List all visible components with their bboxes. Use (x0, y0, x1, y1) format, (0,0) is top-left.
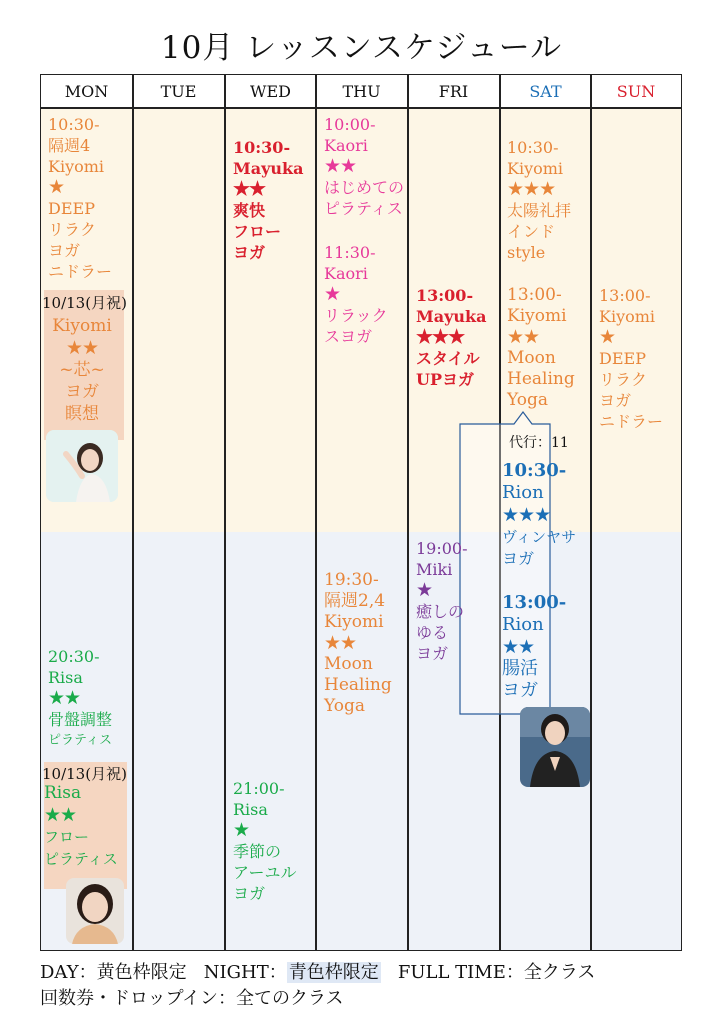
class-name: ピラティス (48, 733, 112, 748)
class-name: ヨガ (502, 549, 535, 568)
class-name: UPヨガ (416, 370, 474, 389)
class-name: フロー (233, 222, 282, 241)
class-sun-1 (599, 285, 663, 432)
class-sat-3 (502, 460, 576, 570)
class-name: DEEP (48, 199, 95, 218)
class-thu-3 (324, 570, 392, 717)
class-time: 10:00- (324, 115, 376, 134)
class-name: ~芯~ (59, 360, 105, 380)
footer-line-2: 回数券・ドロップイン：全てのクラス (40, 988, 344, 1009)
column-divider (590, 75, 592, 950)
footer-night-rule: 青色枠限定 (288, 962, 379, 983)
class-name: 骨盤調整 (48, 710, 113, 729)
class-name: インド (507, 222, 556, 241)
class-sat-1 (507, 137, 571, 263)
instructor-photo-rion (520, 707, 590, 787)
day-header-thu: THU (342, 81, 381, 101)
class-mon-2 (48, 646, 112, 751)
class-mon-1 (48, 114, 112, 282)
instructor-photo-kiyomi (46, 430, 118, 502)
class-name: ヨガ (416, 644, 449, 663)
class-name: Yoga (324, 696, 365, 716)
class-mon-special-1 (48, 315, 116, 425)
instructor: Kiyomi (324, 612, 384, 632)
difficulty-stars: ★★★ (502, 504, 551, 526)
special-date: 10/13(月祝) (42, 765, 127, 783)
substitute-note: 代行：11 (509, 435, 569, 451)
class-time: 19:30- (324, 570, 379, 590)
class-name: 太陽礼拝 (507, 201, 572, 220)
class-name: ピラティス (324, 199, 403, 218)
class-note: 隔週4 (48, 136, 91, 155)
class-name: フロー (44, 828, 90, 846)
class-name: ヨガ (599, 391, 632, 410)
day-header-wed: WED (250, 81, 291, 101)
day-header-fri: FRI (438, 81, 469, 101)
class-name: ヴィンヤサ (502, 528, 577, 546)
class-name: ヨガ (233, 243, 266, 262)
header-divider (41, 107, 681, 109)
difficulty-stars: ★★ (233, 178, 266, 200)
class-fri-2 (416, 538, 468, 664)
instructor: Risa (48, 668, 83, 687)
footer-night-label: NIGHT： (203, 962, 287, 983)
class-name: ゆる (416, 623, 449, 642)
class-name: 爽快 (233, 201, 266, 220)
class-name: Moon (507, 348, 556, 368)
difficulty-stars: ★★ (324, 632, 357, 654)
class-name: スヨガ (324, 327, 373, 346)
column-divider (132, 75, 134, 950)
instructor: Mayuka (233, 159, 304, 178)
column-divider (224, 75, 226, 950)
difficulty-stars: ★★ (65, 337, 99, 359)
class-name: DEEP (599, 349, 646, 368)
difficulty-stars: ★★ (48, 687, 81, 709)
difficulty-stars: ★★ (502, 636, 535, 658)
class-time: 13:00- (416, 286, 474, 305)
class-name: ニドラー (48, 262, 113, 281)
difficulty-stars: ★★ (324, 155, 357, 177)
footer-line-1 (40, 958, 595, 984)
class-name: 季節の (233, 842, 282, 861)
class-time: 10:30- (502, 460, 567, 481)
instructor: Risa (44, 783, 82, 803)
page-title: 10月 レッスンスケジュール (160, 30, 563, 66)
class-sat-2 (507, 285, 575, 411)
instructor: Miki (416, 560, 453, 579)
class-name: スタイル (416, 349, 480, 368)
class-name: 瞑想 (65, 404, 99, 424)
instructor: Rion (502, 614, 544, 635)
class-wed-1 (233, 137, 303, 263)
instructor: Kiyomi (599, 307, 656, 326)
class-name: ヨガ (48, 241, 81, 260)
difficulty-stars: ★ (599, 326, 616, 348)
class-name: ニドラー (599, 412, 664, 431)
special-date: 10/13(月祝) (42, 294, 127, 312)
class-fri-1 (416, 285, 486, 390)
difficulty-stars: ★★ (507, 326, 540, 348)
instructor: Risa (233, 800, 268, 819)
instructor-photo-risa (66, 878, 124, 944)
difficulty-stars: ★★ (44, 804, 77, 826)
class-name: Healing (507, 369, 575, 389)
class-name: ピラティス (44, 850, 118, 868)
instructor: Kaori (324, 136, 368, 155)
class-wed-2 (233, 778, 297, 904)
difficulty-stars: ★ (416, 579, 433, 601)
class-note: 隔週2,4 (324, 591, 386, 611)
class-time: 10:30- (233, 138, 291, 157)
class-name: ヨガ (65, 382, 99, 402)
day-header-sun: SUN (616, 81, 656, 101)
difficulty-stars: ★ (324, 283, 341, 305)
class-time: 10:30- (507, 138, 559, 157)
instructor: Kiyomi (48, 157, 105, 176)
class-thu-1 (324, 114, 404, 219)
day-header-sat: SAT (529, 81, 562, 101)
class-name: Moon (324, 654, 373, 674)
class-name: リラック (324, 306, 388, 325)
class-time: 13:00- (502, 592, 567, 613)
class-time: 13:00- (599, 286, 651, 305)
class-thu-2 (324, 242, 388, 347)
instructor: Kiyomi (52, 316, 112, 336)
footer-day-rule: DAY：黄色枠限定 (40, 962, 187, 983)
instructor: Rion (502, 482, 544, 503)
class-time: 10:30- (48, 115, 100, 134)
class-name: はじめての (324, 178, 405, 197)
class-name: Healing (324, 675, 392, 695)
instructor: Kiyomi (507, 159, 564, 178)
day-header-tue: TUE (160, 81, 197, 101)
class-name: リラク (48, 220, 97, 239)
difficulty-stars: ★ (48, 176, 65, 198)
class-name: 癒しの (416, 602, 465, 621)
difficulty-stars: ★★★ (507, 178, 556, 200)
class-name: リラク (599, 370, 648, 389)
class-name: アーユル (233, 863, 297, 882)
column-divider (315, 75, 317, 950)
difficulty-stars: ★★★ (416, 326, 465, 348)
class-name: ヨガ (233, 884, 266, 903)
class-name: ヨガ (502, 680, 538, 701)
footer-fulltime-rule: FULL TIME：全クラス (397, 962, 596, 983)
class-time: 13:00- (507, 285, 562, 305)
class-mon-special-2 (44, 782, 118, 870)
instructor: Mayuka (416, 307, 487, 326)
day-header-mon: MON (64, 81, 109, 101)
class-time: 19:00- (416, 539, 468, 558)
class-time: 21:00- (233, 779, 285, 798)
class-time: 20:30- (48, 647, 100, 666)
instructor: Kiyomi (507, 306, 567, 326)
difficulty-stars: ★ (233, 819, 250, 841)
column-divider (407, 75, 409, 950)
instructor: Kaori (324, 264, 368, 283)
class-name: style (507, 243, 546, 262)
class-sat-4 (502, 592, 566, 702)
class-name: 腸活 (502, 658, 538, 679)
class-time: 11:30- (324, 243, 376, 262)
class-name: Yoga (507, 390, 548, 410)
